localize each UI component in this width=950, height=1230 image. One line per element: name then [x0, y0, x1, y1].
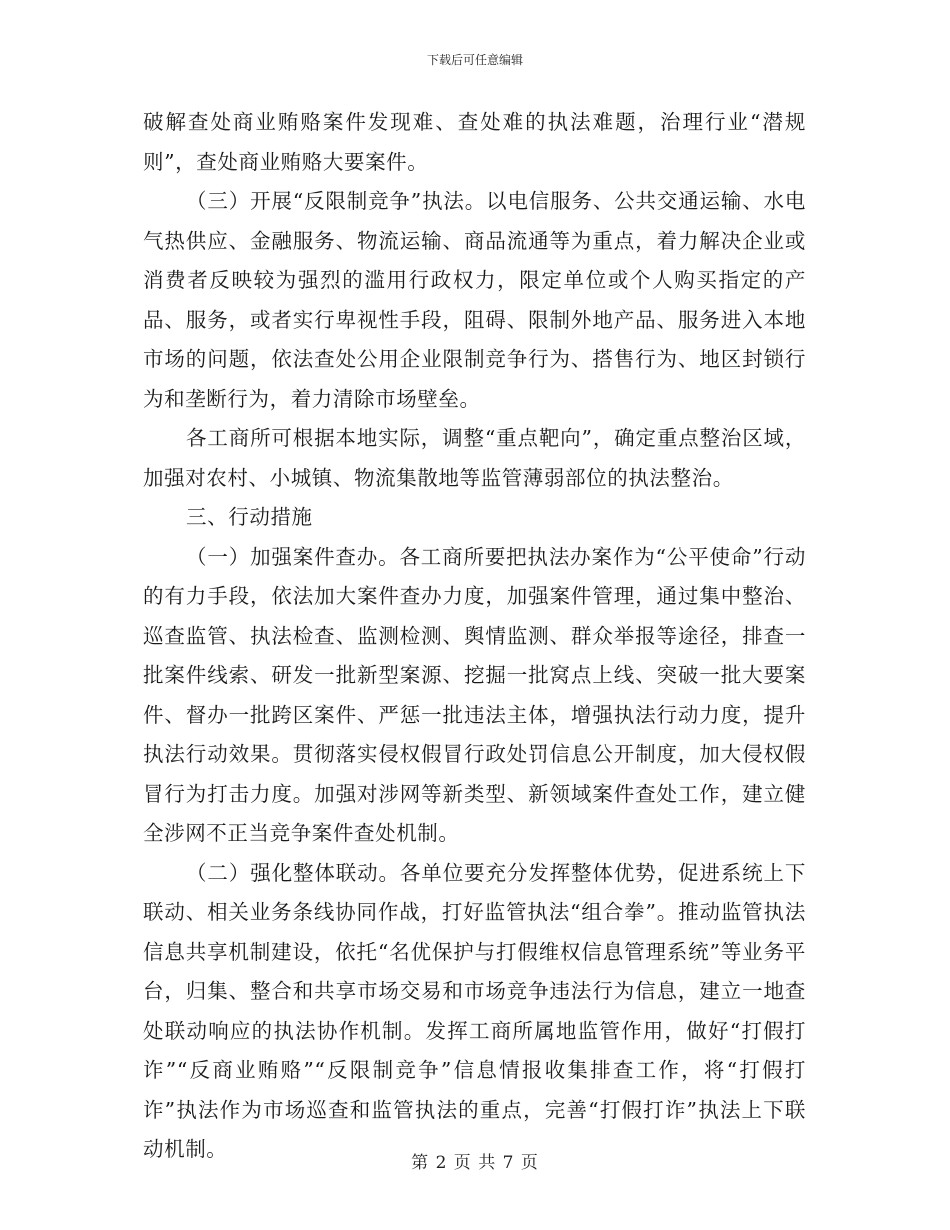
paragraph: （一）加强案件查办。各工商所要把执法办案作为“公平使命”行动的有力手段，依法加大案件查办力度，加强案件管理，通过集中整治、巡查监管、执法检查、监测检测、舆情监测、群众举报等途径，排查一批案件线索、研发一批新型案源、挖掘一批窝点上线、突破一批大要案件、督办一批跨区案件、严惩一批违法主体，增强执法行动力度，提升执法行动效果。贯彻落实侵权假冒行政处罚信息公开制度，加大侵权假冒行为打击力度。加强对涉网等新类型、新领域案件查处工作，建立健全涉网不正当竞争案件查处机制。 [143, 544, 806, 845]
page-number: 第 2 页 共 7 页 [411, 1153, 539, 1173]
paragraph: （三）开展“反限制竞争”执法。以电信服务、公共交通运输、水电气热供应、金融服务、物流运输、商品流通等为重点，着力解决企业或消费者反映较为强烈的滥用行政权力，限定单位或个人购买指定的产品、服务，或者实行卑视性手段，阻碍、限制外地产品、服务进入本地市场的问题，依法查处公用企业限制竞争行为、搭售行为、地区封锁行为和垄断行为，着力清除市场壁垒。 [143, 189, 806, 411]
paragraph: 破解查处商业贿赂案件发现难、查处难的执法难题，治理行业“潜规则”，查处商业贿赂大要案件。 [143, 110, 806, 174]
page-header: 下载后可任意编辑 [426, 53, 523, 67]
paragraph: 各工商所可根据本地实际，调整“重点靶向”，确定重点整治区域，加强对农村、小城镇、物流集散地等监管薄弱部位的执法整治。 [143, 426, 806, 490]
document-body [143, 103, 806, 1170]
paragraph: （二）强化整体联动。各单位要充分发挥整体优势，促进系统上下联动、相关业务条线协同作战，打好监管执法“组合拳”。推动监管执法信息共享机制建设，依托“名优保护与打假维权信息管理系统”等业务平台，归集、整合和共享市场交易和市场竞争违法行为信息，建立一地查处联动响应的执法协作机制。发挥工商所属地监管作用，做好“打假打诈”“反商业贿赂”“反限制竞争”信息情报收集排查工作，将“打假打诈”执法作为市场巡查和监管执法的重点，完善“打假打诈”执法上下联动机制。 [143, 860, 806, 1161]
section-heading: 三、行动措施 [186, 505, 313, 529]
